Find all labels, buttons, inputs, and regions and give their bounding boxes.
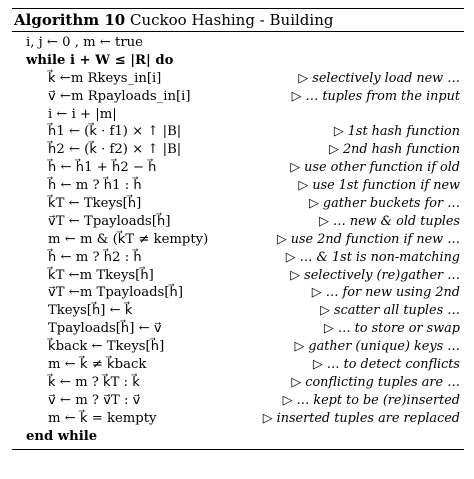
- line-statement: Tpayloads[h⃗] ← v⃗: [48, 321, 162, 337]
- line-statement: k⃗T ← Tkeys[h⃗]: [48, 196, 142, 212]
- line-statement: h⃗2 ← (k⃗ · f2) × ↑ |B|: [48, 142, 182, 158]
- line-statement: k⃗T ←m Tkeys[h⃗]: [48, 267, 154, 283]
- algorithm-line: [12, 249, 464, 267]
- line-statement: v⃗T ←m Tpayloads[h⃗]: [48, 285, 183, 301]
- line-comment: ▷ … tuples from the input: [291, 88, 460, 104]
- algorithm-line: [12, 374, 464, 392]
- algorithm-line: [12, 106, 464, 124]
- line-comment: ▷ 2nd hash function: [329, 142, 460, 158]
- line-statement: k⃗ ← m ? k⃗T : k⃗: [48, 374, 140, 390]
- line-comment: ▷ … to detect conflicts: [312, 357, 460, 373]
- line-statement: i, j ← 0 , m ← true: [26, 35, 143, 50]
- algorithm-line: [12, 320, 464, 338]
- line-statement: m ← k⃗ = kempty: [48, 410, 157, 426]
- line-comment: ▷ selectively (re)gather …: [290, 267, 460, 283]
- algorithm-line: [12, 231, 464, 249]
- line-statement: while i + W ≤ |R| do: [26, 52, 174, 68]
- algorithm-line: [12, 410, 464, 428]
- algorithm-label: Algorithm 10: [14, 11, 126, 29]
- algorithm-line: [12, 70, 464, 88]
- line-statement: h⃗ ← m ? h⃗1 : h⃗: [48, 178, 142, 194]
- algorithm-line: [12, 195, 464, 213]
- algorithm-line: [12, 141, 464, 159]
- line-statement: k⃗ ←m Rkeys_in[i]: [48, 70, 162, 86]
- algorithm-line: [12, 356, 464, 374]
- line-statement: h⃗1 ← (k⃗ · f1) × ↑ |B|: [48, 124, 182, 140]
- algorithm-caption: [12, 9, 464, 31]
- line-statement: end while: [26, 428, 98, 444]
- line-comment: ▷ gather (unique) keys …: [294, 339, 460, 355]
- algorithm-line: [12, 302, 464, 320]
- line-statement: v⃗ ←m Rpayloads_in[i]: [48, 88, 191, 104]
- algorithm-line: [12, 52, 464, 70]
- line-comment: ▷ conflicting tuples are …: [291, 374, 460, 390]
- line-comment: ▷ … & 1st is non-matching: [285, 249, 460, 265]
- line-statement: h⃗ ← m ? h⃗2 : h⃗: [48, 249, 142, 265]
- line-statement: i ← i + |m|: [48, 106, 117, 122]
- algorithm-title: Cuckoo Hashing - Building: [130, 11, 334, 29]
- line-statement: h⃗ ← h⃗1 + h⃗2 − h⃗: [48, 160, 157, 176]
- algorithm-line: [12, 392, 464, 410]
- line-comment: ▷ scatter all tuples …: [320, 303, 460, 319]
- algorithm-box: [12, 8, 464, 450]
- bottom-rule: [12, 449, 464, 450]
- algorithm-line: [12, 34, 464, 52]
- line-statement: m ← m & (k⃗T ≠ kempty): [48, 231, 209, 247]
- algorithm-line: [12, 338, 464, 356]
- algorithm-line: [12, 267, 464, 285]
- line-statement: Tkeys[h⃗] ← k⃗: [48, 303, 133, 319]
- line-statement: v⃗ ← m ? v⃗T : v⃗: [48, 392, 141, 408]
- line-comment: ▷ … for new using 2nd: [311, 285, 460, 301]
- algorithm-body: [12, 32, 464, 449]
- line-statement: m ← k⃗ ≠ k⃗back: [48, 357, 147, 373]
- algorithm-line: [12, 177, 464, 195]
- line-comment: ▷ inserted tuples are replaced: [262, 410, 460, 426]
- line-comment: ▷ gather buckets for …: [308, 196, 460, 212]
- line-comment: ▷ … new & old tuples: [319, 213, 460, 229]
- line-comment: ▷ use other function if old: [290, 160, 460, 176]
- algorithm-line: [12, 428, 464, 446]
- line-comment: ▷ 1st hash function: [333, 124, 460, 140]
- algorithm-line: [12, 123, 464, 141]
- algorithm-line: [12, 159, 464, 177]
- algorithm-line: [12, 284, 464, 302]
- line-statement: v⃗T ← Tpayloads[h⃗]: [48, 213, 171, 229]
- algorithm-line: [12, 88, 464, 106]
- line-comment: ▷ … to store or swap: [323, 321, 460, 337]
- algorithm-line: [12, 213, 464, 231]
- line-statement: k⃗back ← Tkeys[h⃗]: [48, 339, 165, 355]
- line-comment: ▷ … kept to be (re)inserted: [282, 392, 460, 408]
- line-comment: ▷ use 2nd function if new …: [276, 231, 460, 247]
- line-comment: ▷ selectively load new …: [298, 70, 460, 86]
- line-comment: ▷ use 1st function if new: [298, 178, 460, 194]
